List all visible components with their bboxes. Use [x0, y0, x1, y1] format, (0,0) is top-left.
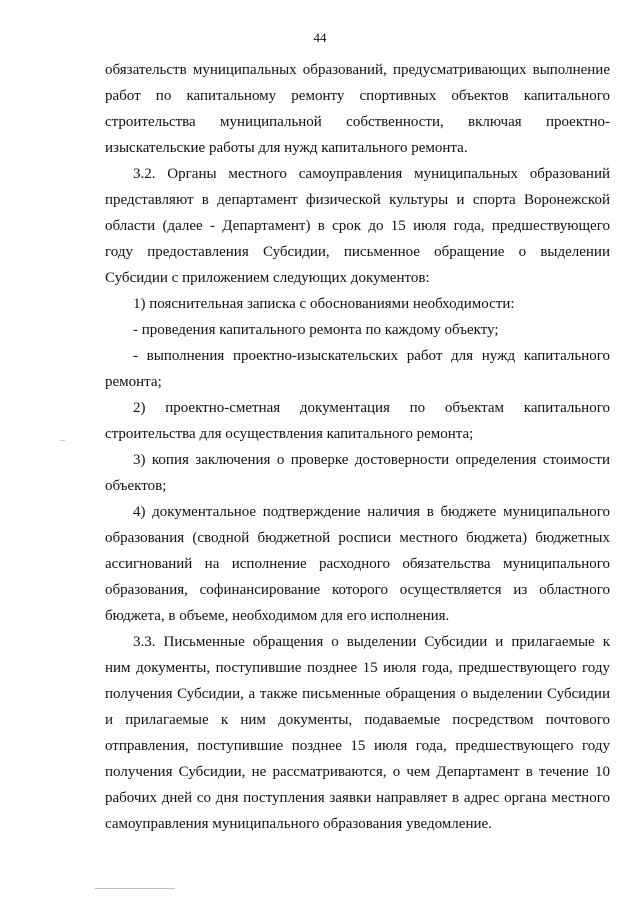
list-item-2	[105, 395, 610, 447]
text-line: году предоставления Субсидии, письменное обращение о выделении	[105, 244, 610, 260]
document-body	[105, 57, 610, 837]
page-number: 44	[313, 30, 327, 45]
text-line: и прилагаемые к ним документы, подаваемые посредством почтового	[105, 712, 610, 728]
text-line: области (далее - Департамент) в срок до 15 июля года, предшествующего	[105, 218, 610, 234]
text-line: 4) документальное подтверждение наличия в бюджете муниципального	[133, 504, 610, 520]
text-line: рабочих дней со дня поступления заявки направляет в адрес органа местного	[105, 790, 610, 806]
text-line: - проведения капитального ремонта по каждому объекту;	[133, 322, 499, 338]
text-line: образования (сводной бюджетной росписи местного бюджета) бюджетных	[105, 530, 610, 546]
text-line: 3) копия заключения о проверке достоверности определения стоимости	[133, 452, 610, 468]
list-item-4	[105, 499, 610, 629]
list-subitem	[105, 343, 610, 395]
text-line: отправления, поступившие позднее 15 июля года, предшествующего году	[105, 738, 610, 754]
paragraph-3-3	[105, 629, 610, 837]
text-line: обязательств муниципальных образований, предусматривающих выполнение	[105, 62, 610, 78]
paragraph-continuation	[105, 57, 610, 161]
text-line: ассигнований на исполнение расходного обязательства муниципального	[105, 556, 610, 572]
text-line: ремонта;	[105, 374, 162, 390]
text-line: представляют в департамент физической культуры и спорта Воронежской	[105, 192, 610, 208]
text-line: изыскательские работы для нужд капитального ремонта.	[105, 140, 468, 156]
text-line: 3.3. Письменные обращения о выделении Субсидии и прилагаемые к	[133, 634, 610, 650]
list-subitem	[105, 317, 610, 343]
text-line: самоуправления муниципального образования уведомление.	[105, 816, 492, 832]
list-item-3	[105, 447, 610, 499]
text-line: строительства муниципальной собственности, включая проектно-	[105, 114, 610, 130]
text-line: бюджета, в объеме, необходимом для его исполнения.	[105, 608, 450, 624]
footer-rule	[95, 888, 175, 889]
text-line: получения Субсидии, а также письменные обращения о выделении Субсидии	[105, 686, 610, 702]
text-line: 3.2. Органы местного самоуправления муниципальных образований	[133, 166, 610, 182]
text-line: объектов;	[105, 478, 167, 494]
text-line: образования, софинансирование которого осуществляется из областного	[105, 582, 610, 598]
text-line: строительства для осуществления капитального ремонта;	[105, 426, 474, 442]
text-line: Субсидии с приложением следующих документов:	[105, 270, 430, 286]
list-item-1	[105, 291, 610, 317]
text-line: получения Субсидии, не рассматриваются, о чем Департамент в течение 10	[105, 764, 610, 780]
text-line: ним документы, поступившие позднее 15 июля года, предшествующего году	[105, 660, 610, 676]
text-line: 1) пояснительная записка с обоснованиями необходимости:	[133, 296, 515, 312]
scan-margin-mark	[60, 440, 65, 441]
text-line: 2) проектно-сметная документация по объектам капитального	[133, 400, 610, 416]
paragraph-3-2	[105, 161, 610, 291]
text-line: - выполнения проектно-изыскательских работ для нужд капитального	[133, 348, 610, 364]
text-line: работ по капитальному ремонту спортивных объектов капитального	[105, 88, 610, 104]
